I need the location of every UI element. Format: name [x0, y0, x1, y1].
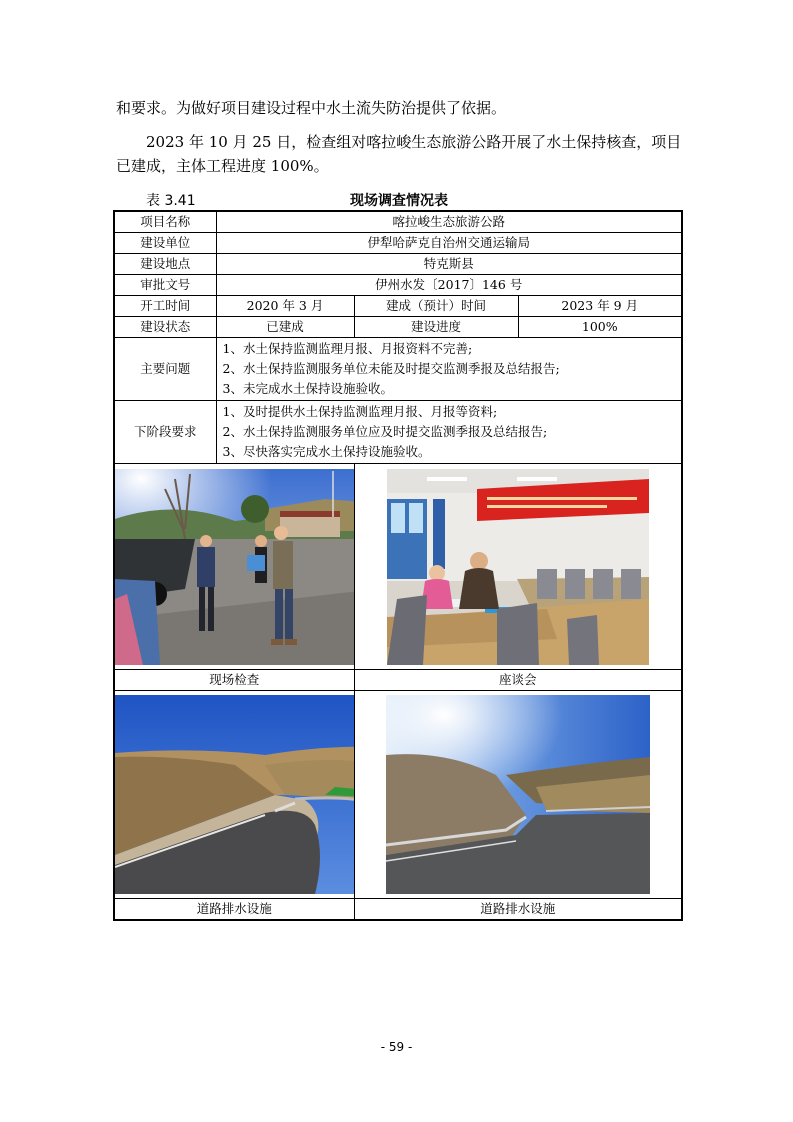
progress-label: 建设进度	[354, 317, 518, 338]
table-row	[114, 691, 682, 899]
project-name-label: 项目名称	[114, 211, 216, 233]
meeting-photo	[387, 469, 649, 665]
table-row	[114, 275, 682, 296]
table-row	[114, 296, 682, 317]
photo-caption: 道路排水设施	[354, 899, 682, 921]
issue-item: 1、水土保持监测监理月报、月报资料不完善;	[222, 341, 473, 356]
drainage-photo-cell	[354, 691, 682, 899]
drainage-photo-1	[115, 695, 354, 894]
location-label: 建设地点	[114, 254, 216, 275]
table-row	[114, 338, 682, 401]
location-value: 特克斯县	[216, 254, 682, 275]
requirement-item: 3、尽快落实完成水土保持设施验收。	[222, 444, 431, 459]
paragraph-continuation: 和要求。为做好项目建设过程中水土流失防治提供了依据。	[116, 99, 507, 117]
table-number: 表 3.41	[146, 193, 196, 209]
issues-label: 主要问题	[114, 338, 216, 401]
photo-caption: 现场检查	[114, 670, 354, 691]
table-row	[114, 233, 682, 254]
table-row	[114, 254, 682, 275]
progress-value: 100%	[518, 317, 682, 338]
site-check-photo	[115, 469, 354, 665]
issues-list	[216, 338, 682, 401]
table-row	[114, 317, 682, 338]
next-stage-list	[216, 401, 682, 464]
drainage-photo-2	[386, 695, 650, 894]
table-caption	[116, 190, 682, 210]
project-name-value: 喀拉峻生态旅游公路	[216, 211, 682, 233]
status-value: 已建成	[216, 317, 354, 338]
issue-item: 3、未完成水土保持设施验收。	[222, 381, 393, 396]
table-row	[114, 670, 682, 691]
table-row	[114, 211, 682, 233]
drainage-photo-cell	[114, 691, 354, 899]
table-row	[114, 464, 682, 670]
finish-label: 建成（预计）时间	[354, 296, 518, 317]
status-label: 建设状态	[114, 317, 216, 338]
issue-item: 2、水土保持监测服务单位未能及时提交监测季报及总结报告;	[222, 361, 560, 376]
start-label: 开工时间	[114, 296, 216, 317]
photo-caption: 道路排水设施	[114, 899, 354, 921]
requirement-item: 1、及时提供水土保持监测监理月报、月报等资料;	[222, 404, 498, 419]
requirement-item: 2、水土保持监测服务单位应及时提交监测季报及总结报告;	[222, 424, 548, 439]
finish-value: 2023 年 9 月	[518, 296, 682, 317]
next-stage-label: 下阶段要求	[114, 401, 216, 464]
paragraph-inspection: 2023 年 10 月 25 日，检查组对喀拉峻生态旅游公路开展了水土保持核查，项目已建成，主体工程进度 100%。	[116, 133, 682, 175]
site-check-photo-cell	[114, 464, 354, 670]
site-survey-table	[113, 210, 683, 921]
photo-caption: 座谈会	[354, 670, 682, 691]
table-title: 现场调查情况表	[350, 193, 448, 209]
meeting-photo-cell	[354, 464, 682, 670]
page-number: - 59 -	[380, 1040, 413, 1054]
approval-value: 伊州水发〔2017〕146 号	[216, 275, 682, 296]
builder-value: 伊犁哈萨克自治州交通运输局	[216, 233, 682, 254]
builder-label: 建设单位	[114, 233, 216, 254]
table-row	[114, 401, 682, 464]
start-value: 2020 年 3 月	[216, 296, 354, 317]
table-row	[114, 899, 682, 921]
approval-label: 审批文号	[114, 275, 216, 296]
